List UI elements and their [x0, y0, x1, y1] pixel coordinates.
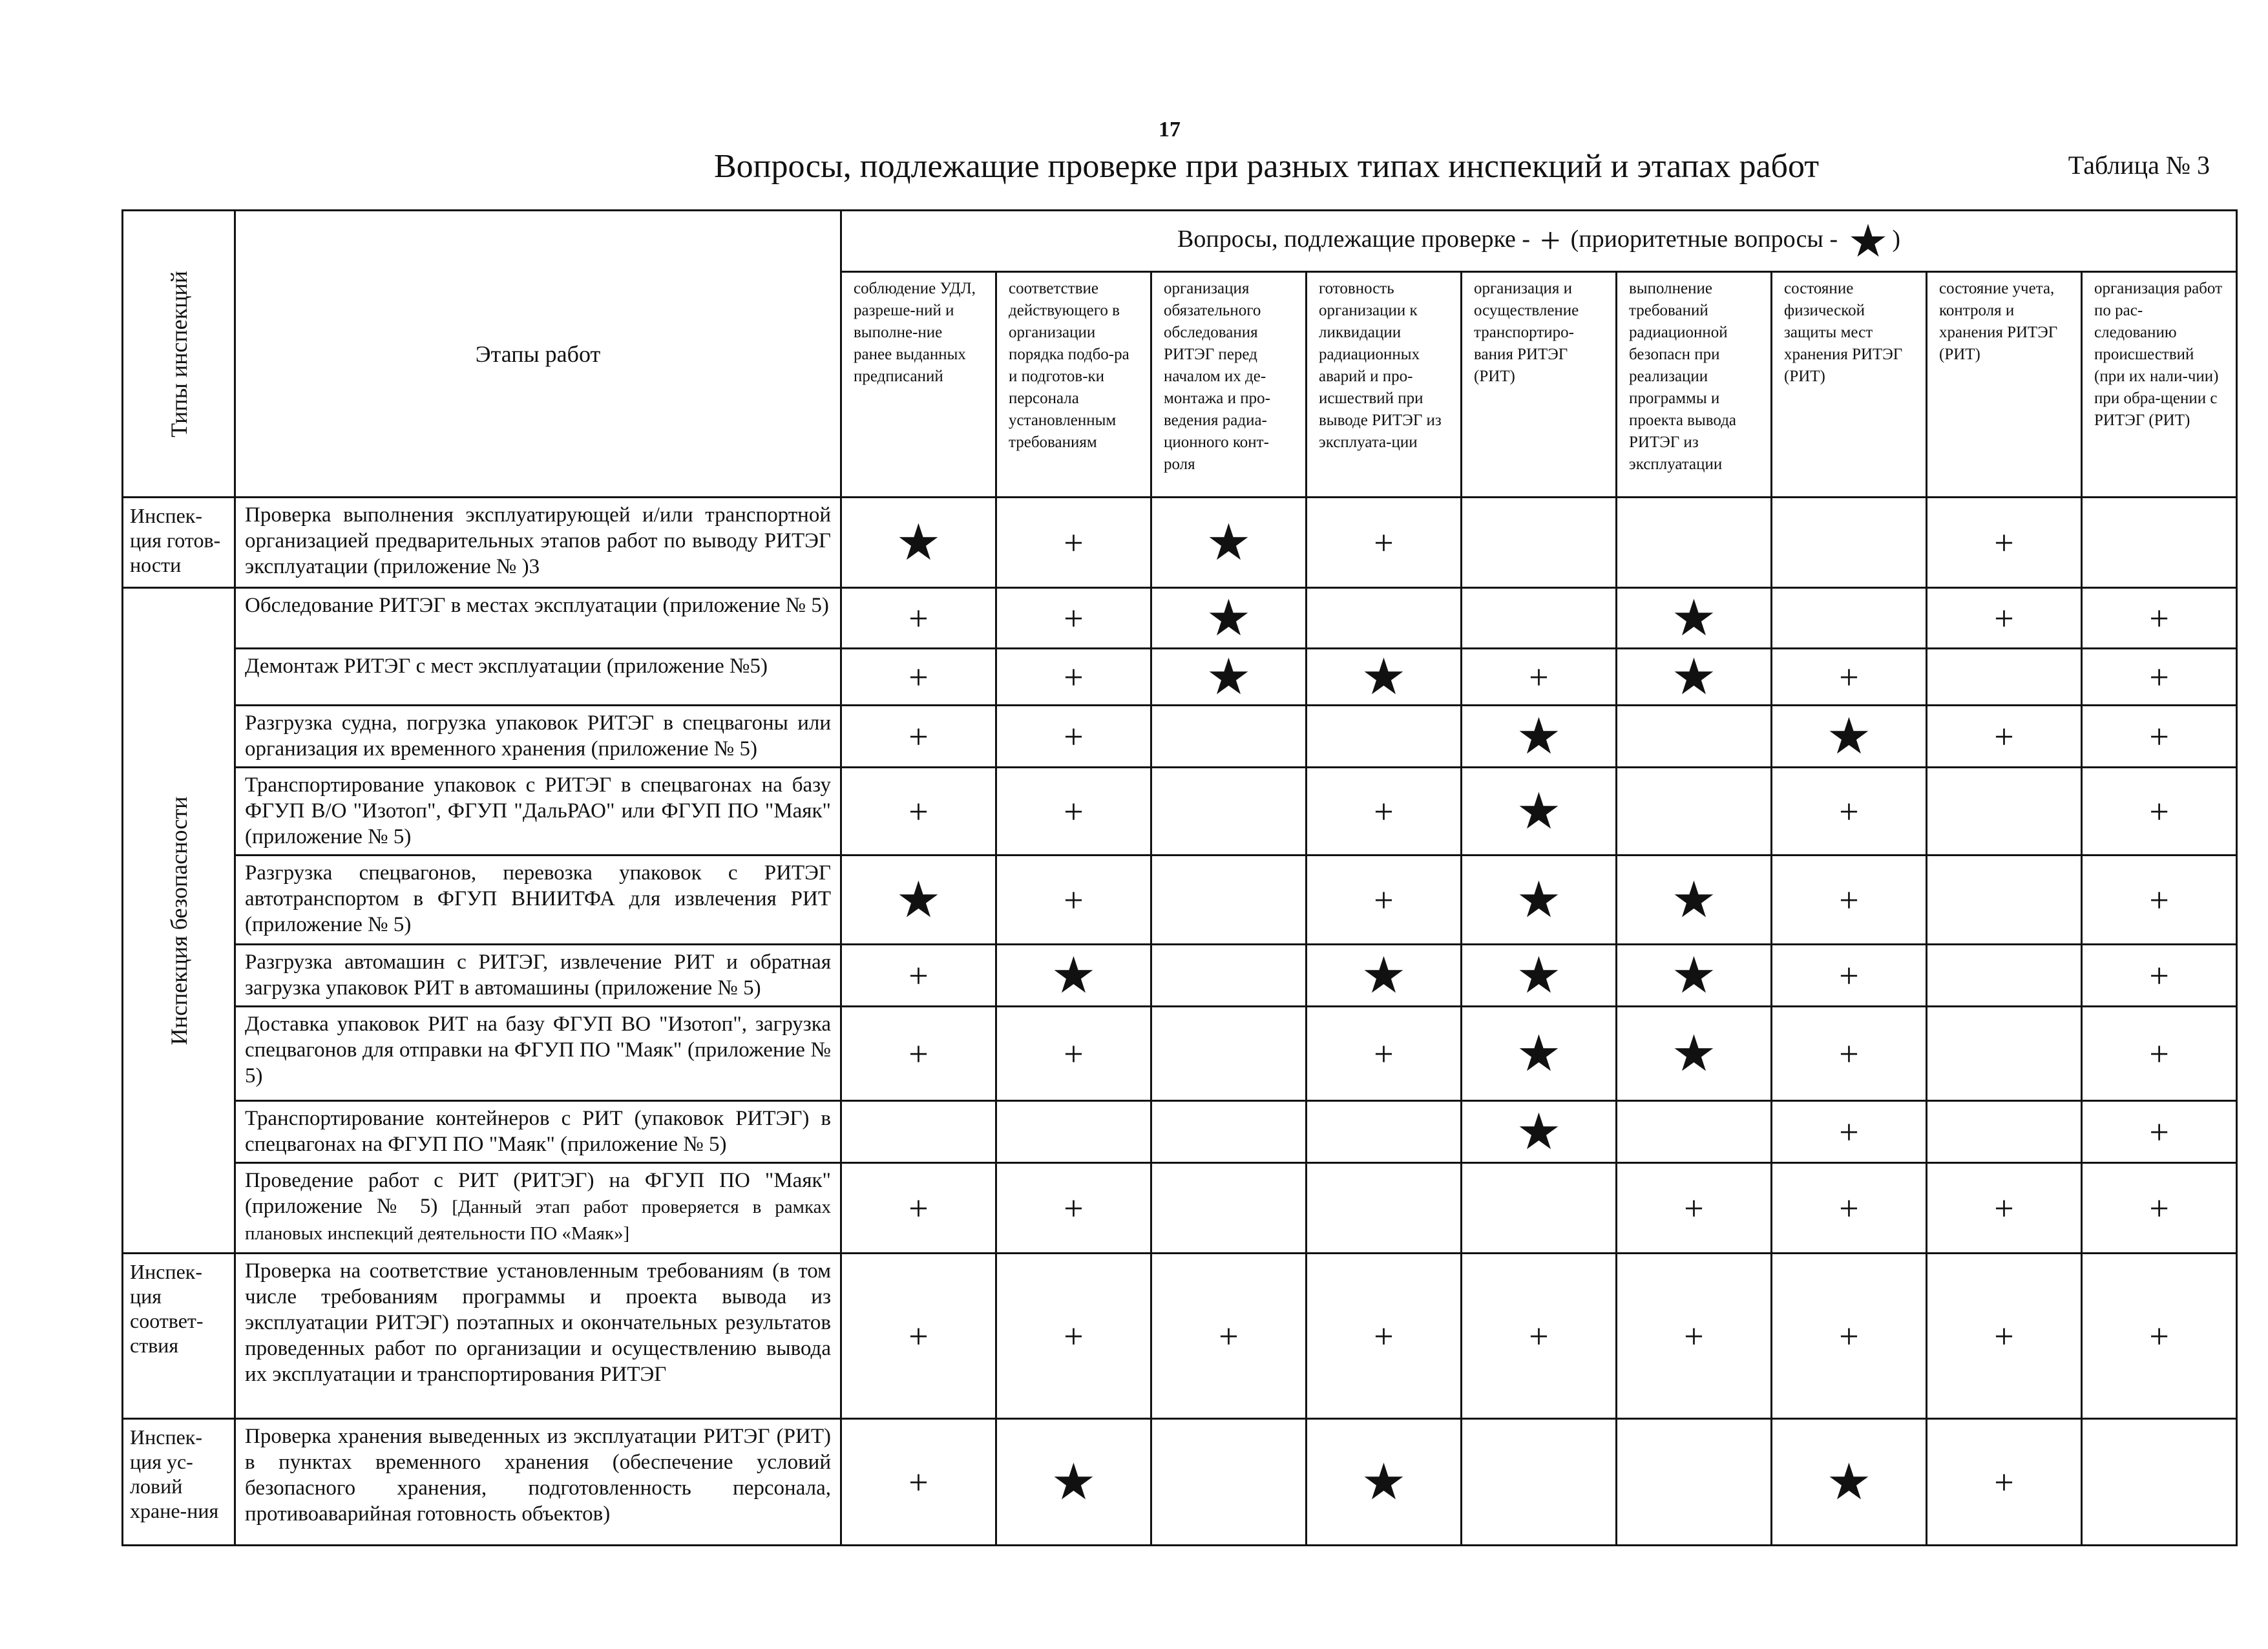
- plus-mark: +: [841, 706, 996, 768]
- inspection-type-cell: Инспек-ция соответ-ствия: [123, 1254, 235, 1419]
- plus-mark: +: [1772, 1254, 1927, 1419]
- star-mark: ★: [1462, 706, 1617, 768]
- empty-cell: [1151, 768, 1307, 856]
- plus-mark: +: [1151, 1254, 1307, 1419]
- plus-mark: +: [996, 649, 1151, 706]
- stage-note: [Данный этап работ проверяется в рамках плановых инспекций деятельности ПО «Маяк»]: [245, 1197, 831, 1244]
- stage-text: Доставка упаковок РИТ на базу ФГУП ВО "Изотоп", загрузка спецвагонов для отправки на ФГУП ПО "Маяк" (приложение № 5): [245, 1013, 831, 1087]
- empty-cell: [1151, 1163, 1307, 1254]
- stage-text: Разгрузка судна, погрузка упаковок РИТЭГ в спецвагоны или организация их временного хранения (приложение № 5): [245, 711, 831, 761]
- empty-cell: [1307, 1101, 1462, 1163]
- empty-cell: [1927, 768, 2082, 856]
- plus-mark: +: [841, 768, 996, 856]
- plus-mark: +: [1927, 1254, 2082, 1419]
- plus-mark: +: [1772, 856, 1927, 945]
- stage-text: Транспортирование контейнеров с РИТ (упаковок РИТЭГ) в спецвагонах на ФГУП ПО "Маяк" (приложение № 5): [245, 1107, 831, 1156]
- types-header: [123, 211, 235, 498]
- plus-mark: +: [1307, 498, 1462, 588]
- table-row: [123, 945, 2237, 1007]
- star-mark: ★: [1307, 1419, 1462, 1546]
- types-header-label: Типы инспекций: [165, 270, 192, 437]
- plus-mark: +: [1462, 649, 1617, 706]
- empty-cell: [841, 1101, 996, 1163]
- plus-mark: +: [1307, 1254, 1462, 1419]
- stage-text: Проведение работ с РИТ (РИТЭГ) на ФГУП ПО "Маяк" (приложение № 5): [245, 1169, 831, 1218]
- plus-mark: +: [1772, 1007, 1927, 1101]
- empty-cell: [1772, 498, 1927, 588]
- empty-cell: [1617, 1419, 1772, 1546]
- empty-cell: [1617, 768, 1772, 856]
- star-mark: ★: [996, 1419, 1151, 1546]
- column-header: соблюдение УДЛ, разреше-ний и выполне-ние ранее выданных предписаний: [841, 272, 996, 498]
- star-mark: ★: [1772, 706, 1927, 768]
- table-row: [123, 706, 2237, 768]
- plus-mark: +: [2082, 1101, 2237, 1163]
- star-mark: ★: [1462, 1101, 1617, 1163]
- empty-cell: [1927, 856, 2082, 945]
- star-mark: ★: [1617, 1007, 1772, 1101]
- plus-mark: +: [996, 588, 1151, 649]
- plus-mark: +: [841, 1254, 996, 1419]
- empty-cell: [1307, 588, 1462, 649]
- stages-header: Этапы работ: [235, 211, 841, 498]
- inspection-type-cell: [123, 588, 235, 1254]
- stage-cell: [235, 1163, 841, 1254]
- plus-mark: +: [2082, 706, 2237, 768]
- stage-cell: [235, 1254, 841, 1419]
- table-row: [123, 856, 2237, 945]
- plus-mark: +: [1927, 588, 2082, 649]
- stage-cell: [235, 498, 841, 588]
- star-icon: ★: [1847, 216, 1889, 267]
- plus-mark: +: [2082, 1163, 2237, 1254]
- star-mark: ★: [1617, 649, 1772, 706]
- plus-mark: +: [841, 1007, 996, 1101]
- plus-mark: +: [1772, 768, 1927, 856]
- questions-label: Вопросы, подлежащие проверке -: [1177, 225, 1531, 253]
- stage-cell: [235, 1419, 841, 1546]
- plus-mark: +: [996, 706, 1151, 768]
- plus-mark: +: [1927, 1163, 2082, 1254]
- empty-cell: [1462, 1163, 1617, 1254]
- stage-cell: [235, 768, 841, 856]
- priority-label: (приоритетные вопросы -: [1570, 225, 1838, 253]
- star-mark: ★: [1617, 588, 1772, 649]
- plus-mark: +: [841, 1419, 996, 1546]
- plus-mark: +: [2082, 768, 2237, 856]
- stage-text: Разгрузка автомашин с РИТЭГ, извлечение РИТ и обратная загрузка упаковок РИТ в автомашины (приложение № 5): [245, 951, 831, 1000]
- empty-cell: [1151, 945, 1307, 1007]
- empty-cell: [1307, 706, 1462, 768]
- inspection-type-label: Инспекция безопасности: [165, 796, 192, 1045]
- plus-mark: +: [1927, 706, 2082, 768]
- star-mark: ★: [1151, 649, 1307, 706]
- empty-cell: [1462, 588, 1617, 649]
- plus-mark: +: [996, 1007, 1151, 1101]
- table-row: [123, 1163, 2237, 1254]
- table-row: [123, 588, 2237, 649]
- plus-icon: +: [1540, 221, 1561, 261]
- star-mark: ★: [1462, 1007, 1617, 1101]
- stage-text: Обследование РИТЭГ в местах эксплуатации (приложение № 5): [245, 594, 829, 617]
- star-mark: ★: [1307, 945, 1462, 1007]
- plus-mark: +: [1307, 856, 1462, 945]
- stage-cell: [235, 706, 841, 768]
- inspection-type-cell: Инспек-ция готов-ности: [123, 498, 235, 588]
- stage-cell: [235, 856, 841, 945]
- stage-text: Проверка выполнения эксплуатирующей и/или транспортной организацией предварительных этапов работ по выводу РИТЭГ эксплуатации (приложение № )3: [245, 503, 831, 578]
- close-paren: ): [1892, 225, 1901, 253]
- star-mark: ★: [1151, 588, 1307, 649]
- inspection-table: [121, 209, 2238, 1546]
- empty-cell: [1617, 1101, 1772, 1163]
- star-mark: ★: [1462, 945, 1617, 1007]
- plus-mark: +: [1927, 1419, 2082, 1546]
- plus-mark: +: [2082, 649, 2237, 706]
- plus-mark: +: [841, 588, 996, 649]
- table-row: [123, 1419, 2237, 1546]
- plus-mark: +: [1927, 498, 2082, 588]
- plus-mark: +: [996, 768, 1151, 856]
- column-header: соответствие действующего в организации порядка подбо-ра и подготов-ки персонала установленным требованиям: [996, 272, 1151, 498]
- empty-cell: [1151, 1419, 1307, 1546]
- star-mark: ★: [1617, 856, 1772, 945]
- inspection-type-cell: Инспек-ция ус-ловий хране-ния: [123, 1419, 235, 1546]
- plus-mark: +: [996, 1254, 1151, 1419]
- page-title: Вопросы, подлежащие проверке при разных типах инспекций и этапах работ: [713, 148, 1820, 185]
- column-header: состояние учета, контроля и хранения РИТЭГ (РИТ): [1927, 272, 2082, 498]
- plus-mark: +: [841, 1163, 996, 1254]
- stage-cell: [235, 945, 841, 1007]
- star-mark: ★: [841, 498, 996, 588]
- questions-header: [841, 211, 2237, 272]
- plus-mark: +: [1307, 1007, 1462, 1101]
- stage-cell: [235, 1101, 841, 1163]
- plus-mark: +: [841, 945, 996, 1007]
- empty-cell: [1927, 1007, 2082, 1101]
- empty-cell: [2082, 498, 2237, 588]
- table-row: [123, 1254, 2237, 1419]
- plus-mark: +: [2082, 1254, 2237, 1419]
- table-label: Таблица № 3: [2068, 151, 2210, 180]
- empty-cell: [1151, 706, 1307, 768]
- plus-mark: +: [1772, 1163, 1927, 1254]
- star-mark: ★: [1151, 498, 1307, 588]
- table-row: [123, 1007, 2237, 1101]
- plus-mark: +: [841, 649, 996, 706]
- empty-cell: [1927, 1101, 2082, 1163]
- star-mark: ★: [1307, 649, 1462, 706]
- empty-cell: [1462, 1419, 1617, 1546]
- empty-cell: [1617, 498, 1772, 588]
- empty-cell: [1927, 649, 2082, 706]
- table-row: [123, 649, 2237, 706]
- empty-cell: [1617, 706, 1772, 768]
- table-row: [123, 768, 2237, 856]
- plus-mark: +: [1462, 1254, 1617, 1419]
- star-mark: ★: [841, 856, 996, 945]
- stage-text: Проверка хранения выведенных из эксплуатации РИТЭГ (РИТ) в пунктах временного хранения (обеспечение условий безопасного хранения, подготовленность персонала, противоаварийная готовность объектов): [245, 1425, 831, 1526]
- star-mark: ★: [1772, 1419, 1927, 1546]
- stage-text: Демонтаж РИТЭГ с мест эксплуатации (приложение №5): [245, 655, 768, 678]
- stage-text: Разгрузка спецвагонов, перевозка упаковок с РИТЭГ автотранспортом в ФГУП ВНИИТФА для извлечения РИТ (приложение № 5): [245, 861, 831, 936]
- star-mark: ★: [1462, 856, 1617, 945]
- plus-mark: +: [1617, 1254, 1772, 1419]
- plus-mark: +: [2082, 1007, 2237, 1101]
- page-number: 17: [1159, 118, 1181, 142]
- empty-cell: [1307, 1163, 1462, 1254]
- plus-mark: +: [1772, 649, 1927, 706]
- column-header: организация и осуществление транспортиро-вания РИТЭГ (РИТ): [1462, 272, 1617, 498]
- plus-mark: +: [1307, 768, 1462, 856]
- empty-cell: [1772, 588, 1927, 649]
- table-row: [123, 1101, 2237, 1163]
- stage-cell: [235, 649, 841, 706]
- table-row: [123, 498, 2237, 588]
- stage-cell: [235, 588, 841, 649]
- empty-cell: [1927, 945, 2082, 1007]
- plus-mark: +: [1617, 1163, 1772, 1254]
- stage-text: Транспортирование упаковок с РИТЭГ в спецвагонах на базу ФГУП В/О "Изотоп", ФГУП "ДальРАО" или ФГУП ПО "Маяк" (приложение № 5): [245, 773, 831, 848]
- empty-cell: [1462, 498, 1617, 588]
- column-header: организация работ по рас-следованию происшествий (при их нали-чии) при обра-щении с РИТЭГ (РИТ): [2082, 272, 2237, 498]
- stage-text: Проверка на соответствие установленным требованиям (в том числе требованиям программы и проекта вывода из эксплуатации РИТЭГ) поэтапных и окончательных результатов проведенных работ по организации и осуществлению вывода их эксплуатации и транспортирования РИТЭГ: [245, 1259, 831, 1386]
- empty-cell: [1151, 1101, 1307, 1163]
- plus-mark: +: [1772, 1101, 1927, 1163]
- empty-cell: [996, 1101, 1151, 1163]
- column-header: состояние физической защиты мест хранения РИТЭГ (РИТ): [1772, 272, 1927, 498]
- empty-cell: [2082, 1419, 2237, 1546]
- plus-mark: +: [1772, 945, 1927, 1007]
- empty-cell: [1151, 1007, 1307, 1101]
- empty-cell: [1151, 856, 1307, 945]
- column-header: выполнение требований радиационной безопасн при реализации программы и проекта вывода РИТЭГ из эксплуатации: [1617, 272, 1772, 498]
- plus-mark: +: [996, 1163, 1151, 1254]
- plus-mark: +: [996, 498, 1151, 588]
- star-mark: ★: [1462, 768, 1617, 856]
- plus-mark: +: [2082, 588, 2237, 649]
- stage-cell: [235, 1007, 841, 1101]
- plus-mark: +: [996, 856, 1151, 945]
- plus-mark: +: [2082, 856, 2237, 945]
- column-header: организация обязательного обследования РИТЭГ перед началом их де-монтажа и про-ведения радиа-ционного конт-роля: [1151, 272, 1307, 498]
- plus-mark: +: [2082, 945, 2237, 1007]
- column-header: готовность организации к ликвидации радиационных аварий и про-исшествий при выводе РИТЭГ из эксплуата-ции: [1307, 272, 1462, 498]
- star-mark: ★: [996, 945, 1151, 1007]
- star-mark: ★: [1617, 945, 1772, 1007]
